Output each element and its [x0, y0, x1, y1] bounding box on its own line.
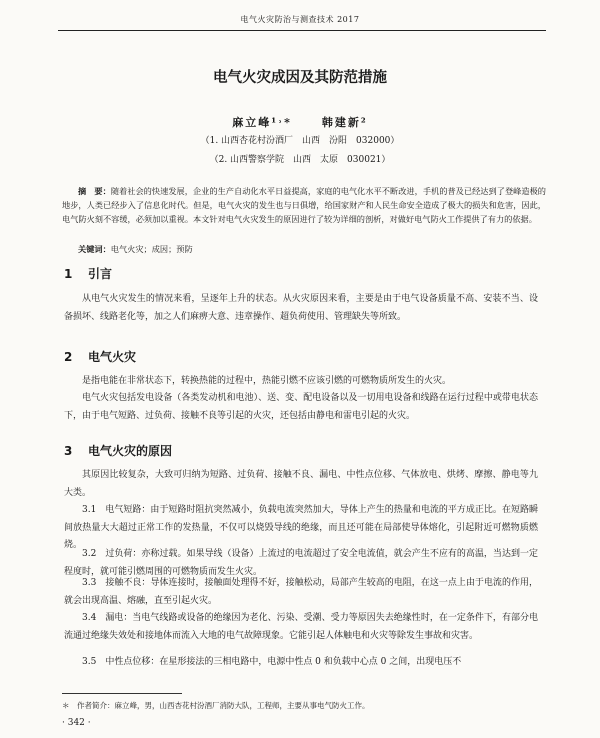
section-heading-causes	[64, 442, 172, 459]
author-1: 麻立峰¹˒*	[232, 116, 292, 129]
paragraph-leakage: 3.4 漏电：当电气线路或设备的绝缘因为老化、污染、受潮、受力等原因失去绝缘性时，在一定条件下，有部分电流通过绝缘失效处和接地体而流入大地的电气故障现象。它能引起人体触电和火灾等除发生事故和灾害。	[64, 613, 538, 641]
paragraph-poor-contact: 3.3 接触不良：导体连接时，接触面处理得不好，接触松动，局部产生较高的电阻，在这一点上由于电流的作用，就会出现高温、熔融，直至引起火灾。	[64, 578, 538, 606]
section-title: 引言	[88, 267, 113, 281]
section-heading-intro	[64, 265, 112, 282]
paragraph: 其原因比较复杂，大致可归纳为短路、过负荷、接触不良、漏电、中性点位移、气体放电、烘烤、摩擦、静电等九大类。	[64, 470, 538, 498]
section-number: 1	[64, 267, 73, 281]
section-title: 电气火灾的原因	[88, 444, 173, 458]
paragraph-overload: 3.2 过负荷：亦称过载。如果导线（设备）上流过的电流超过了安全电流值，就会产生不应有的高温，当达到一定程度时，就可能引燃周围的可燃物质而发生火灾。	[64, 549, 538, 577]
affiliation-1: （1. 山西杏花村汾酒厂 山西 汾阳 032000）	[200, 136, 400, 146]
keywords-label: 关键词：	[78, 244, 111, 254]
abstract-text: 随着社会的快速发展，企业的生产自动化水平日益提高，家庭的电气化水平不断改进，手机的普及已经达到了登峰造极的地步，人类已经步入了信息化时代。但是，电气火灾的发生也与日俱增，给国家财产和人民生命安全造成了极大的损失和危害，因此，电气防火刻不容缓，必须加以重视。本文针对电气火灾发生的原因进行了较为详细的剖析，对做好电气防火工作提供了有力的依据。	[62, 186, 546, 224]
author-2: 韩建新²	[321, 116, 368, 129]
paragraph-short-circuit: 3.1 电气短路：由于短路时阻抗突然减小，负载电流突然加大，导体上产生的热量和电流的平方成正比。在短路瞬间放热量大大超过正常工作的发热量，不仅可以烧毁导线的绝缘，而且还可能在局部使导体熔化，引起附近可燃物质燃烧。	[64, 505, 538, 550]
page-number: · 342 ·	[62, 718, 91, 728]
running-head: 电气火灾防治与测查技术 2017	[240, 15, 360, 24]
section-number: 2	[64, 350, 73, 364]
section-number: 3	[64, 444, 73, 458]
abstract	[62, 184, 546, 226]
header-rule	[58, 30, 546, 31]
paragraph: 是指电能在非常状态下，转换热能的过程中，热能引燃不应该引燃的可燃物质所发生的火灾。	[82, 376, 452, 386]
footnote-rule	[62, 693, 182, 694]
section-title: 电气火灾	[88, 350, 137, 364]
paragraph: 从电气火灾发生的情况来看，呈逐年上升的状态。从火灾原因来看，主要是由于电气设备质量不高、安装不当、设备损坏、线路老化等，加之人们麻痹大意、违章操作、超负荷使用、管理缺失等所致。	[64, 294, 538, 322]
author-line	[0, 114, 600, 130]
paragraph-neutral-shift: 3.5 中性点位移：在星形接法的三相电路中，电源中性点 0 和负载中心点 0 之间，出现电压不	[82, 657, 462, 667]
keywords-text: 电气火灾；成因；预防	[110, 244, 193, 254]
affiliation-2: （2. 山西警察学院 山西 太原 030021）	[209, 155, 391, 165]
paper-title: 电气火灾成因及其防范措施	[213, 70, 387, 86]
abstract-label: 摘 要：	[78, 186, 111, 196]
section-heading-electrical-fire	[64, 348, 136, 365]
keywords	[78, 244, 193, 255]
paragraph: 电气火灾包括发电设备（各类发动机和电池）、送、变、配电设备以及一切用电设备和线路在运行过程中或带电状态下，由于电气短路、过负荷、接触不良等引起的火灾，还包括由静电和雷电引起的火灾。	[64, 393, 538, 421]
author-footnote: ＊ 作者简介：麻立峰，男，山西杏花村汾酒厂消防大队，工程师，主要从事电气防火工作。	[62, 701, 370, 710]
